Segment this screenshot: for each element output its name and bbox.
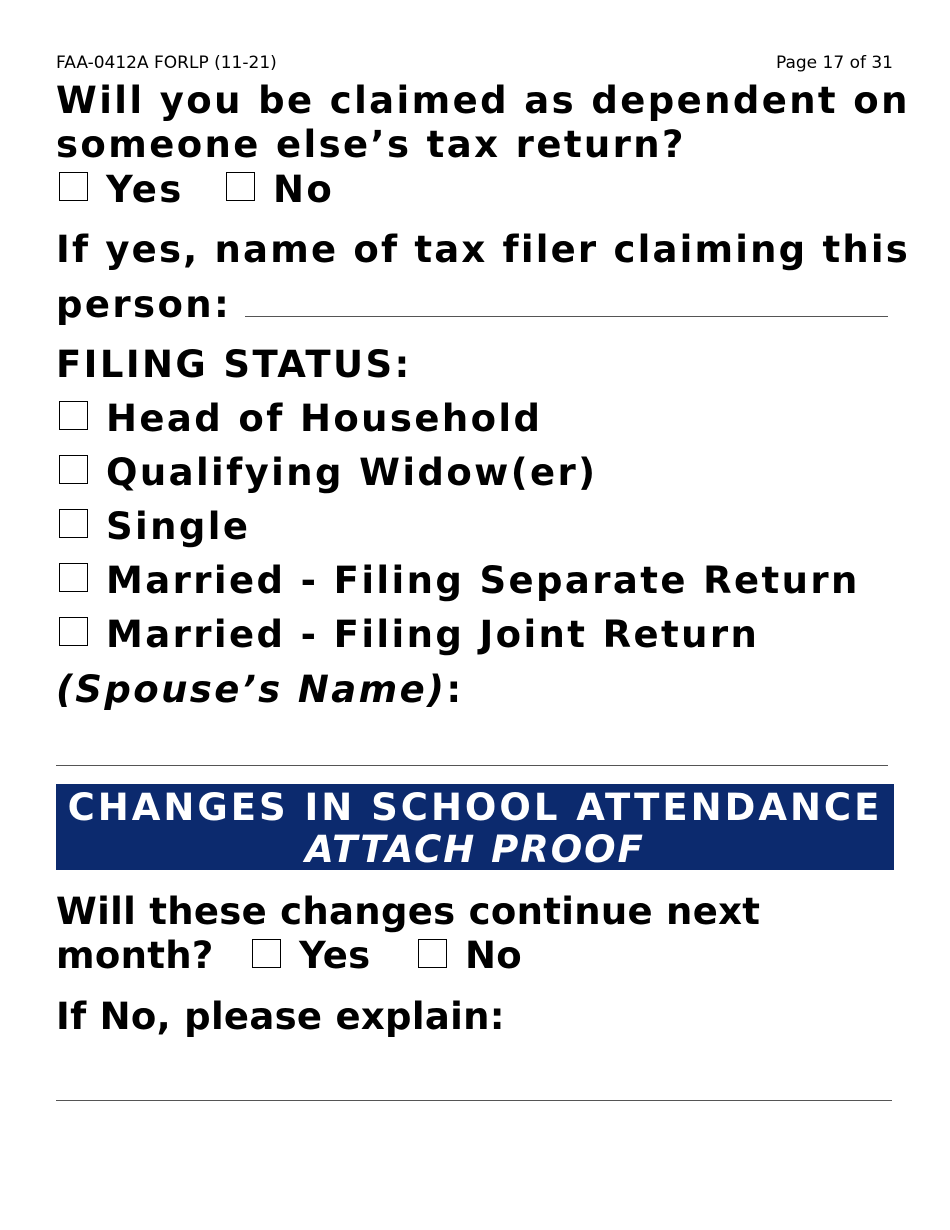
explain-field[interactable] [56,1100,892,1101]
filing-status-heading: FILING STATUS: [56,343,412,386]
filer-question-line1: If yes, name of tax filer claiming this [56,228,910,271]
dependent-no-label: No [273,168,335,211]
married-joint-label: Married - Filing Joint Return [106,613,760,656]
banner-title: CHANGES IN SCHOOL ATTENDANCE [67,786,883,829]
form-id: FAA-0412A FORLP (11-21) [56,53,277,73]
dependent-question-line2: someone else’s tax return? [56,123,686,166]
continue-yes-checkbox[interactable] [252,939,281,968]
single-label: Single [106,505,251,548]
continue-no-checkbox[interactable] [418,939,447,968]
continue-question-line2: month? [56,934,214,977]
head-of-household-label: Head of Household [106,397,543,440]
dependent-no-checkbox[interactable] [226,172,255,201]
married-separate-label: Married - Filing Separate Return [106,559,860,602]
filer-name-field[interactable] [245,316,888,317]
page-number: Page 17 of 31 [775,53,893,73]
continue-question-line1: Will these changes continue next [56,890,761,933]
school-attendance-banner [56,784,894,870]
continue-no-label: No [465,934,522,977]
married-separate-checkbox[interactable] [59,563,88,592]
banner-subtitle: ATTACH PROOF [305,828,645,871]
single-checkbox[interactable] [59,509,88,538]
spouse-name-text: (Spouse’s Name) [56,668,447,711]
married-joint-checkbox[interactable] [59,617,88,646]
dependent-yes-label: Yes [106,168,184,211]
qualifying-widower-checkbox[interactable] [59,455,88,484]
continue-yes-label: Yes [299,934,371,977]
dependent-yes-checkbox[interactable] [59,172,88,201]
explain-label: If No, please explain: [56,995,505,1038]
spouse-name-label [56,668,464,711]
filer-question-line2: person: [56,283,232,326]
spouse-name-colon: : [446,668,464,711]
qualifying-widower-label: Qualifying Widow(er) [106,451,598,494]
head-of-household-checkbox[interactable] [59,401,88,430]
dependent-question-line1: Will you be claimed as dependent on [56,79,910,122]
spouse-name-field[interactable] [56,765,888,766]
